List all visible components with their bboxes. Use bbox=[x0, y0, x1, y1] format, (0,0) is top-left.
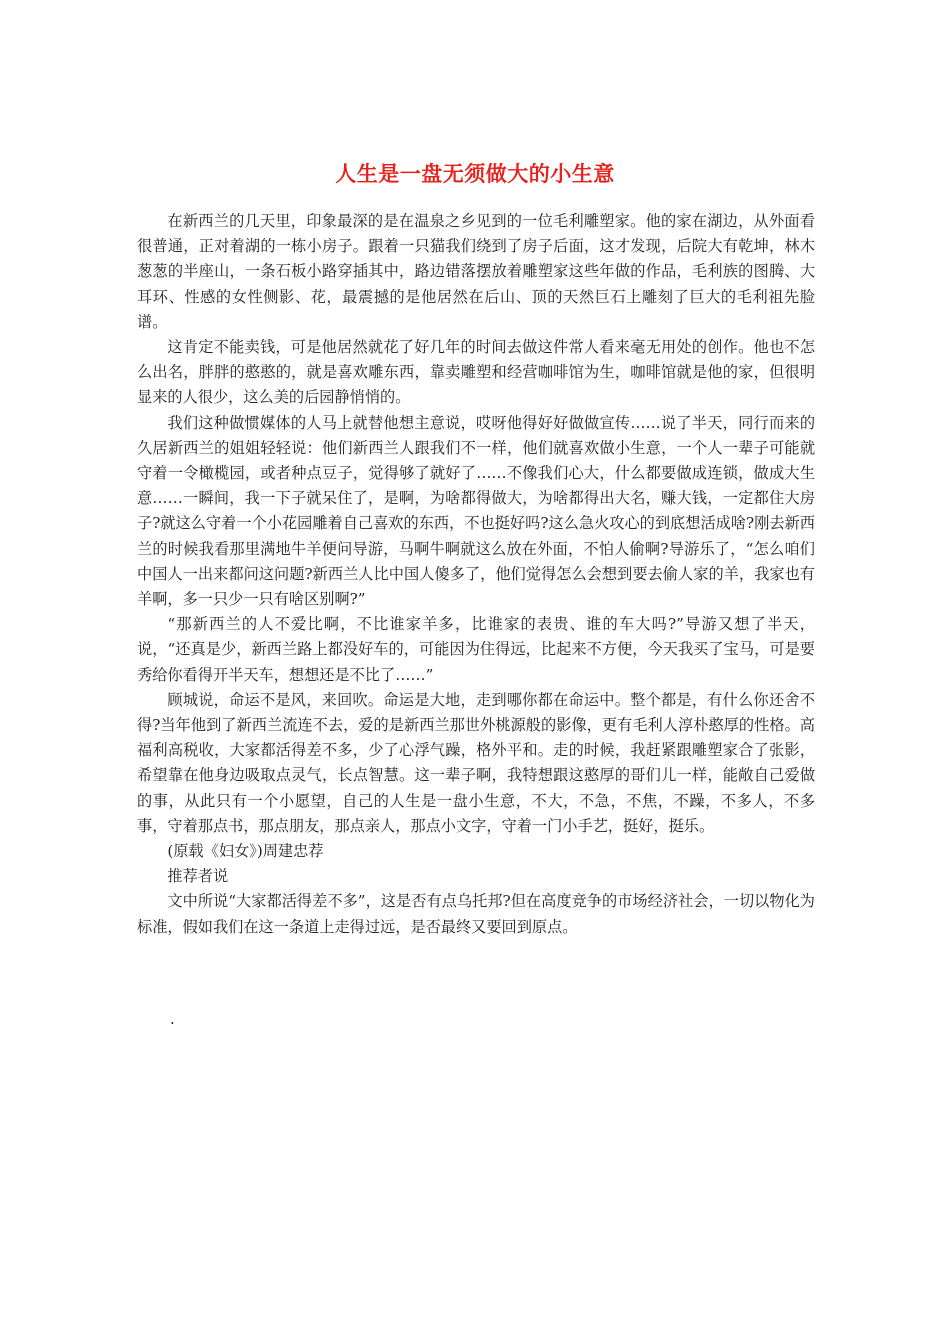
trailing-mark: . bbox=[170, 1010, 175, 1028]
document-body bbox=[137, 209, 815, 940]
recommender-heading: 推荐者说 bbox=[167, 867, 229, 886]
document-title: 人生是一盘无须做大的小生意 bbox=[335, 162, 615, 186]
paragraph-4: “那新西兰的人不爱比啊，不比谁家羊多，比谁家的表贵、谁的车大吗?”导游又想了半天，说，“还真是少，新西兰路上都没好车的，可能因为住得远，比起来不方便，今天我买了宝马，可是要秀给你看得开半天车，想想还是不比了……” bbox=[137, 615, 815, 684]
paragraph-1: 在新西兰的几天里，印象最深的是在温泉之乡见到的一位毛利雕塑家。他的家在湖边，从外面看很普通，正对着湖的一栋小房子。跟着一只猫我们绕到了房子后面，这才发现，后院大有乾坤，林木葱葱的半座山，一条石板小路穿插其中，路边错落摆放着雕塑家这些年做的作品，毛利族的图腾、大耳环、性感的女性侧影、花，最震撼的是他居然在后山、顶的天然巨石上雕刻了巨大的毛利祖先脸谱。 bbox=[137, 212, 815, 331]
paragraph-2: 这肯定不能卖钱，可是他居然就花了好几年的时间去做这件常人看来毫无用处的创作。他也不怎么出名，胖胖的憨憨的，就是喜欢雕东西，靠卖雕塑和经营咖啡馆为生，咖啡馆就是他的家，但很明显来的人很少，这么美的后园静悄悄的。 bbox=[137, 338, 815, 407]
paragraph-3: 我们这种做惯媒体的人马上就替他想主意说，哎呀他得好好做做宣传……说了半天，同行而来的久居新西兰的姐姐轻轻说：他们新西兰人跟我们不一样，他们就喜欢做小生意，一个人一辈子可能就守着一令橄榄园，或者种点豆子，觉得够了就好了……不像我们心大，什么都要做成连锁，做成大生意……一瞬间，我一下子就呆住了，是啊，为啥都得做大，为啥都得出大名，赚大钱，一定都住大房子?就这么守着一个小花园雕着自己喜欢的东西，不也挺好吗?这么急火攻心的到底想活成啥?刚去新西兰的时候我看那里满地牛羊便问导游，马啊牛啊就这么放在外面，不怕人偷啊?导游乐了，“怎么咱们中国人一出来都问这问题?新西兰人比中国人傻多了，他们觉得怎么会想到要去偷人家的羊，我家也有羊啊，多一只少一只有啥区别啊?” bbox=[137, 413, 815, 609]
paragraph-5: 顾城说，命运不是风，来回吹。命运是大地，走到哪你都在命运中。整个都是，有什么你还舍不得?当年他到了新西兰流连不去，爱的是新西兰那世外桃源般的影像，更有毛利人淳朴憨厚的性格。高福利高税收，大家都活得差不多，少了心浮气躁，格外平和。走的时候，我赶紧跟雕塑家合了张影，希望靠在他身边吸取点灵气，长点智慧。这一辈子啊，我特想跟这憨厚的哥们儿一样，能敞自己爱做的事，从此只有一个小愿望，自己的人生是一盘小生意，不大，不急，不焦，不躁，不多人，不多事，守着那点书，那点朋友，那点亲人，那点小文字，守着一门小手艺，挺好，挺乐。 bbox=[137, 690, 815, 835]
source-note: (原载《妇女》)周建忠荐 bbox=[167, 842, 324, 861]
recommender-comment: 文中所说“大家都活得差不多”，这是否有点乌托邦?但在高度竞争的市场经济社会，一切以物化为标准，假如我们在这一条道上走得过远，是否最终又要回到原点。 bbox=[137, 892, 815, 936]
